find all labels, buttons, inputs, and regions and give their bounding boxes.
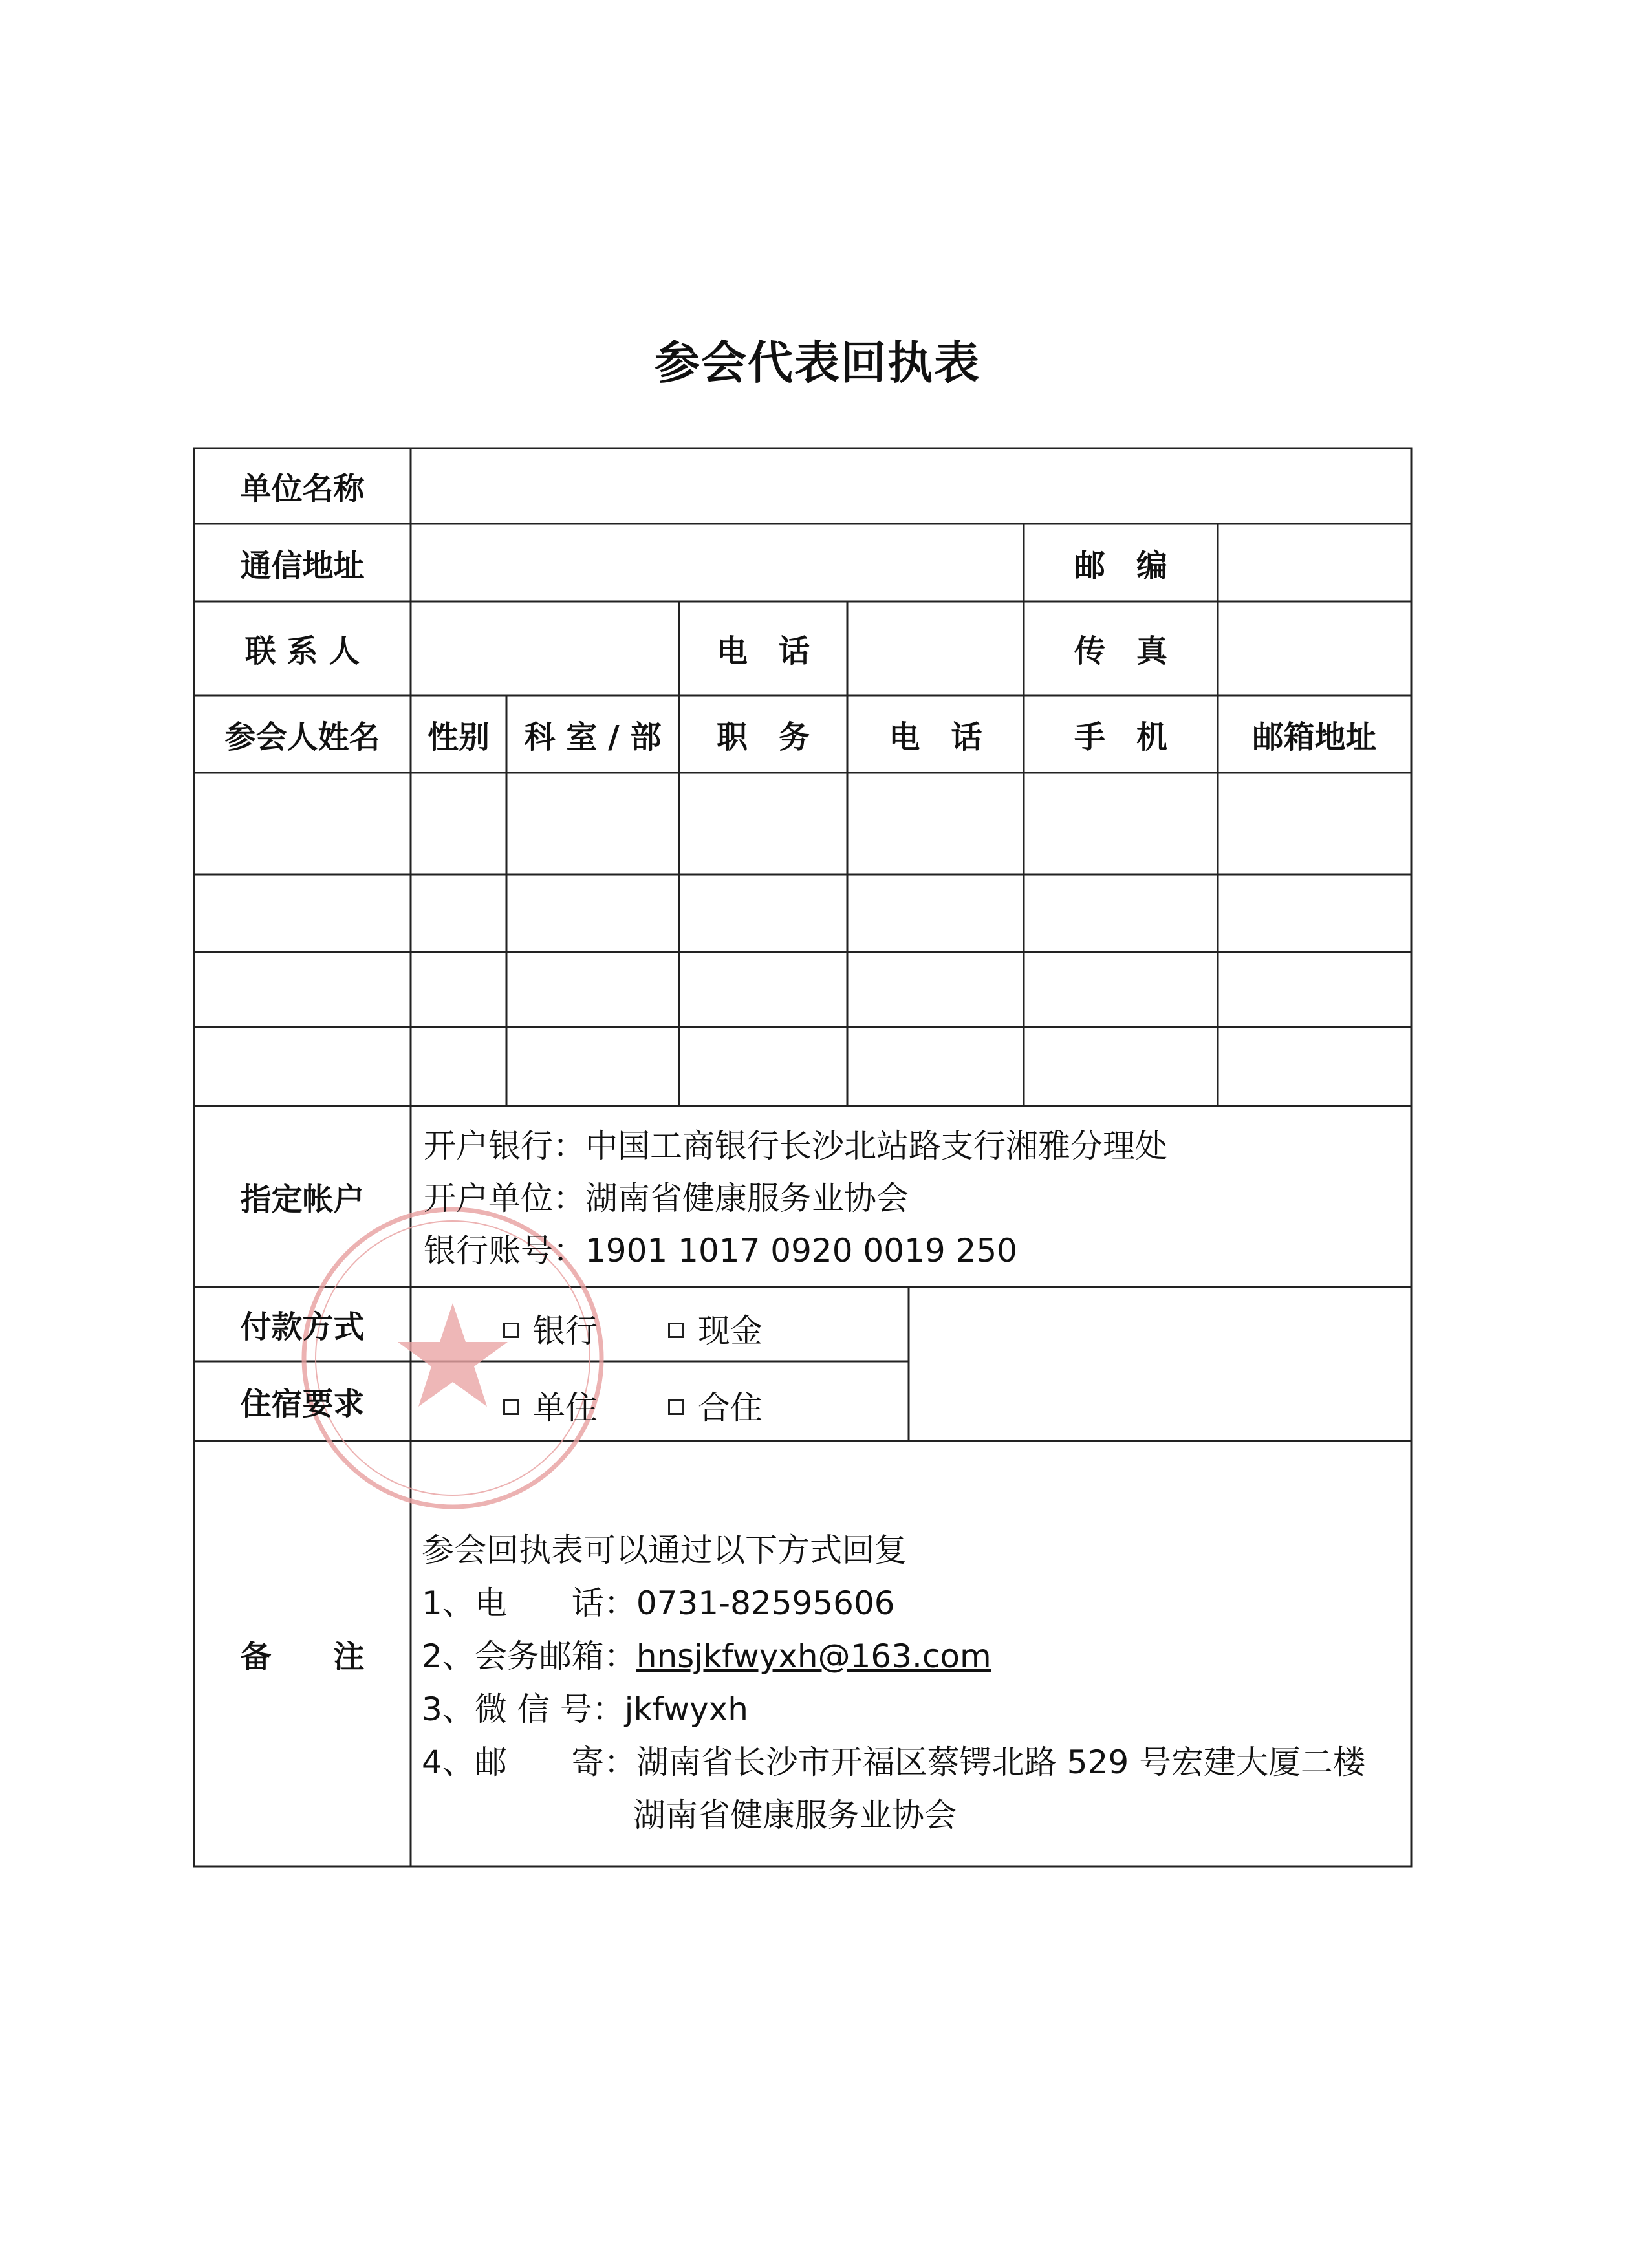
checkbox-icon[interactable] (668, 1323, 684, 1338)
attendee-row[interactable] (194, 773, 1411, 874)
remarks-wechat-label: 3、微 信 号： (422, 1690, 625, 1728)
payment-option-label: 银行 (533, 1312, 598, 1350)
lodging-option-label: 单住 (533, 1389, 598, 1427)
input-address[interactable] (411, 524, 1024, 601)
attendee-row[interactable] (194, 1027, 1411, 1106)
remarks-phone-value: 0731-82595606 (636, 1584, 895, 1622)
header-gender: 性别 (427, 718, 490, 755)
input-contact[interactable] (411, 601, 679, 695)
account-number: 银行账号：1901 1017 0920 0019 250 (424, 1232, 1017, 1269)
input-phone[interactable] (847, 601, 1024, 695)
remarks-mail-label: 4、邮 寄： (422, 1744, 636, 1781)
account-holder: 开户单位：湖南省健康服务业协会 (424, 1180, 909, 1217)
form-title: 参会代表回执表 (655, 336, 980, 389)
label-postcode: 邮 编 (1074, 547, 1167, 584)
label-lodging: 住宿要求 (240, 1386, 365, 1422)
checkbox-icon[interactable] (668, 1399, 684, 1415)
input-postcode[interactable] (1218, 524, 1411, 601)
input-fax[interactable] (1218, 601, 1411, 695)
lodging-option-shared[interactable] (668, 1382, 763, 1429)
header-phone: 电 话 (889, 718, 982, 755)
attendee-row[interactable] (194, 874, 1411, 952)
header-email: 邮箱地址 (1252, 718, 1377, 755)
header-attendee-name: 参会人姓名 (224, 718, 380, 755)
payment-option-label: 现金 (698, 1312, 763, 1350)
label-payment: 付款方式 (240, 1309, 365, 1345)
label-remarks: 备 注 (240, 1638, 365, 1675)
lodging-option-label: 合住 (698, 1389, 763, 1427)
email-link[interactable]: hnsjkfwyxh@163.com (636, 1637, 991, 1675)
input-unit-name[interactable] (411, 448, 1411, 524)
lodging-option-single[interactable] (503, 1382, 598, 1429)
label-contact: 联 系 人 (244, 633, 360, 669)
header-mobile: 手 机 (1074, 718, 1167, 755)
remarks-mail (422, 1736, 1365, 1789)
remarks-wechat-value: jkfwyxh (624, 1690, 748, 1728)
header-position: 职 务 (716, 718, 810, 755)
header-department: 科 室 / 部 (524, 718, 662, 755)
label-fax: 传 真 (1074, 633, 1167, 669)
remarks-mail-recipient: 湖南省健康服务业协会 (633, 1797, 957, 1834)
remarks-email (422, 1630, 991, 1683)
account-bank: 开户银行：中国工商银行长沙北站路支行湘雅分理处 (424, 1127, 1167, 1165)
label-address: 通信地址 (240, 547, 365, 584)
payment-option-bank[interactable] (503, 1305, 598, 1352)
remarks-phone-label: 1、电 话： (422, 1584, 636, 1622)
checkbox-icon[interactable] (503, 1399, 519, 1415)
label-account: 指定帐户 (240, 1181, 365, 1218)
remarks-email-label: 2、会务邮箱： (422, 1637, 636, 1675)
attendee-row[interactable] (194, 952, 1411, 1027)
remarks-mail-address: 湖南省长沙市开福区蔡锷北路 529 号宏建大厦二楼 (636, 1744, 1366, 1781)
remarks-wechat (422, 1683, 748, 1736)
remarks-intro: 参会回执表可以通过以下方式回复 (422, 1531, 907, 1569)
label-phone: 电 话 (716, 633, 810, 669)
remarks-phone (422, 1577, 895, 1630)
label-unit-name: 单位名称 (240, 471, 365, 507)
payment-option-cash[interactable] (668, 1305, 763, 1352)
checkbox-icon[interactable] (503, 1323, 519, 1338)
